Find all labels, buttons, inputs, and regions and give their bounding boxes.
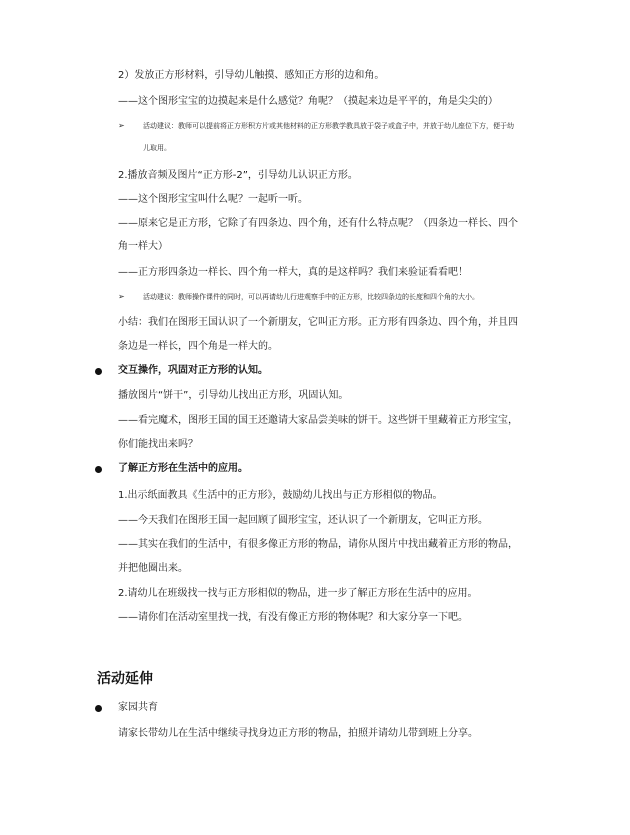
- paragraph: ——看完魔术，图形王国的国王还邀请大家品尝美味的饼干。这些饼干里藏着正方形宝宝，: [118, 415, 518, 426]
- paragraph: 2.播放音频及图片“正方形-2”，引导幼儿认识正方形。: [118, 170, 358, 181]
- paragraph: 请家长带幼儿在生活中继续寻找身边正方形的物品，拍照并请幼儿带到班上分享。: [118, 728, 478, 739]
- bullet-icon: [95, 466, 102, 473]
- summary: 小结：我们在图形王国认识了一个新朋友，它叫正方形。正方形有四条边、四个角，并且四: [118, 317, 518, 328]
- summary: 条边是一样长，四个角是一样大的。: [118, 341, 278, 352]
- paragraph: 播放图片“饼干”，引导幼儿找出正方形，巩固认知。: [118, 390, 349, 401]
- paragraph: 你们能找出来吗？: [118, 439, 198, 450]
- activity-note: 活动建议：教师可以提前将正方形积方片或其他材料的正方形教学教具放于袋子或盒子中，并放于幼儿座位下方，便于幼: [143, 122, 514, 130]
- paragraph: ——正方形四条边一样长、四个角一样大，真的是这样吗？我们来验证看看吧！: [118, 267, 468, 278]
- section-heading: 活动延伸: [97, 671, 153, 687]
- bullet-icon: [95, 705, 102, 712]
- paragraph: ——原来它是正方形，它除了有四条边、四个角，还有什么特点呢？（四条边一样长、四个: [118, 218, 518, 229]
- paragraph: ——其实在我们的生活中，有很多像正方形的物品，请你从图片中找出藏着正方形的物品，: [118, 539, 518, 550]
- arrow-bullet-icon: ➢: [118, 121, 125, 130]
- arrow-bullet-icon: ➢: [118, 292, 125, 301]
- paragraph: 角一样大）: [118, 241, 168, 252]
- activity-note: 儿取用。: [143, 144, 171, 152]
- paragraph: ——今天我们在图形王国一起回顾了圆形宝宝，还认识了一个新朋友，它叫正方形。: [118, 515, 488, 526]
- bullet-icon: [95, 368, 102, 375]
- section-bullet: 交互操作，巩固对正方形的认知。: [118, 365, 268, 376]
- paragraph: 1.出示纸面教具《生活中的正方形》，鼓励幼儿找出与正方形相似的物品。: [118, 490, 443, 501]
- paragraph: ——这个图形宝宝的边摸起来是什么感觉？角呢？（摸起来边是平平的，角是尖尖的）: [118, 96, 498, 107]
- paragraph: ——请你们在活动室里找一找，有没有像正方形的物体呢？和大家分享一下吧。: [118, 612, 468, 623]
- section-bullet: 了解正方形在生活中的应用。: [118, 463, 248, 474]
- section-bullet: 家园共育: [118, 702, 158, 713]
- paragraph: 并把他圈出来。: [118, 563, 188, 574]
- activity-note: 活动建议：教师操作课件的同时，可以再请幼儿行进观察手中的正方形，比较四条边的长度和四个角的大小。: [143, 293, 479, 301]
- paragraph: 2）发放正方形材料，引导幼儿触摸、感知正方形的边和角。: [118, 70, 385, 81]
- paragraph: ——这个图形宝宝叫什么呢？一起听一听。: [118, 194, 308, 205]
- paragraph: 2.请幼儿在班级找一找与正方形相似的物品，进一步了解正方形在生活中的应用。: [118, 588, 478, 599]
